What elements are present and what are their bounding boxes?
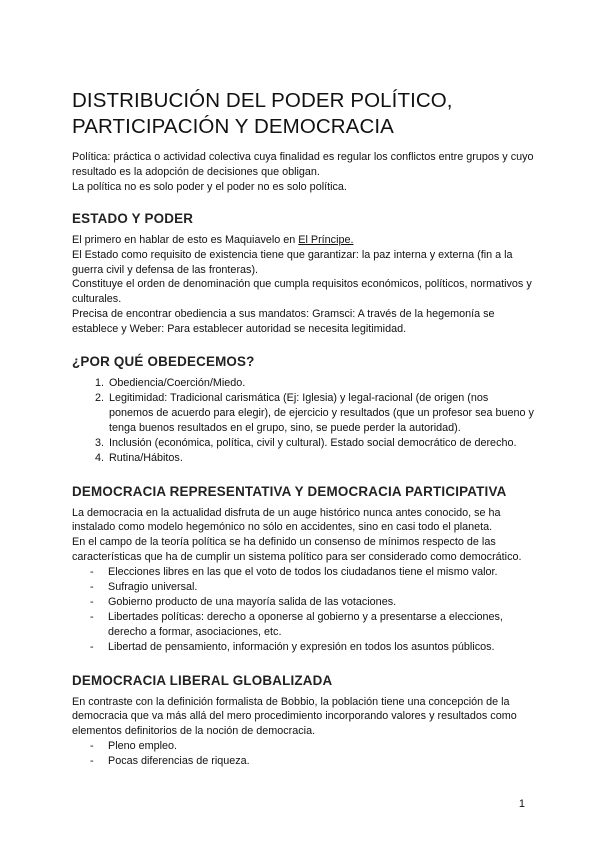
paragraph-text: El primero en hablar de esto es Maquiavelo en bbox=[72, 233, 299, 246]
document-title bbox=[72, 88, 534, 140]
paragraph: Constituye el orden de denominación que cumpla requisitos económicos, políticos, normativos y culturales. bbox=[72, 278, 532, 306]
list-item: 2. Legitimidad: Tradicional carismática (Ej: Iglesia) y legal-racional (de origen (nos ponemos de acuerdo para elegir), de ejercicio y resultados (que un profesor sea bueno y tenga buenos resultados en el grupo, sino, se puede perder la autoridad). bbox=[107, 391, 534, 436]
paragraph: La democracia en la actualidad disfruta de un auge histórico nunca antes conocido, se ha instalado como modelo hegemónico no sólo en accidentes, sino en casi todo el planeta. bbox=[72, 506, 501, 534]
page-number: 1 bbox=[518, 798, 525, 810]
section-representativa bbox=[72, 484, 534, 655]
list-item: 3. Inclusión (económica, política, civil y cultural). Estado social democrático de derecho. bbox=[107, 436, 534, 451]
paragraph: El Estado como requisito de existencia tiene que garantizar: la paz interna y externa (fin a la guerra civil y defensa de las fronteras). bbox=[72, 248, 513, 276]
paragraph: Precisa de encontrar obediencia a sus mandatos: Gramsci: A través de la hegemonía se establece y Weber: Para establecer autoridad se necesita legitimidad. bbox=[72, 308, 495, 336]
list-item: - Elecciones libres en las que el voto de todos los ciudadanos tiene el mismo valor. bbox=[108, 565, 534, 580]
title-line-1: DISTRIBUCIÓN DEL PODER POLÍTICO, bbox=[72, 89, 453, 112]
section-liberal bbox=[72, 673, 534, 770]
list-item: - Pocas diferencias de riqueza. bbox=[108, 754, 534, 769]
title-line-2: PARTICIPACIÓN Y DEMOCRACIA bbox=[72, 115, 394, 138]
bullet-list bbox=[72, 739, 534, 769]
section-heading: ¿POR QUÉ OBEDECEMOS? bbox=[72, 354, 255, 370]
numbered-list bbox=[72, 376, 534, 465]
section-heading: DEMOCRACIA LIBERAL GLOBALIZADA bbox=[72, 672, 333, 688]
bullet-list bbox=[72, 565, 534, 654]
section-obedecemos bbox=[72, 354, 534, 465]
paragraph: En el campo de la teoría política se ha definido un consenso de mínimos respecto de las características que ha de cumplir un sistema político para ser considerado como democrático. bbox=[72, 536, 522, 564]
paragraph: En contraste con la definición formalista de Bobbio, la población tiene una concepción de la democracia que va más allá del mero procedimiento incorporando valores y resultados como elementos definitorios de la noción de democracia. bbox=[72, 695, 517, 738]
intro-section bbox=[72, 150, 534, 195]
list-item: 1. Obediencia/Coerción/Miedo. bbox=[107, 376, 534, 391]
list-item: 4. Rutina/Hábitos. bbox=[107, 451, 534, 466]
section-heading: ESTADO Y PODER bbox=[72, 210, 194, 226]
list-item: - Gobierno producto de una mayoría salida de las votaciones. bbox=[108, 595, 534, 610]
paragraph bbox=[72, 233, 534, 248]
book-title-link[interactable]: El Príncipe. bbox=[298, 233, 354, 246]
intro-paragraph: La política no es solo poder y el poder no es solo política. bbox=[72, 180, 347, 193]
intro-paragraph: Política: práctica o actividad colectiva cuya finalidad es regular los conflictos entre grupos y cuyo resultado es la adopción de decisiones que obligan. bbox=[72, 151, 534, 178]
list-item: - Pleno empleo. bbox=[108, 739, 534, 754]
list-item: - Libertades políticas: derecho a oponerse al gobierno y a presentarse a elecciones, derecho a formar, asociaciones, etc. bbox=[108, 610, 534, 640]
list-item: - Sufragio universal. bbox=[108, 580, 534, 595]
section-heading: DEMOCRACIA REPRESENTATIVA Y DEMOCRACIA PARTICIPATIVA bbox=[72, 483, 507, 499]
document-page bbox=[72, 88, 534, 769]
section-estado bbox=[72, 211, 534, 337]
list-item: - Libertad de pensamiento, información y expresión en todos los asuntos públicos. bbox=[108, 640, 534, 655]
